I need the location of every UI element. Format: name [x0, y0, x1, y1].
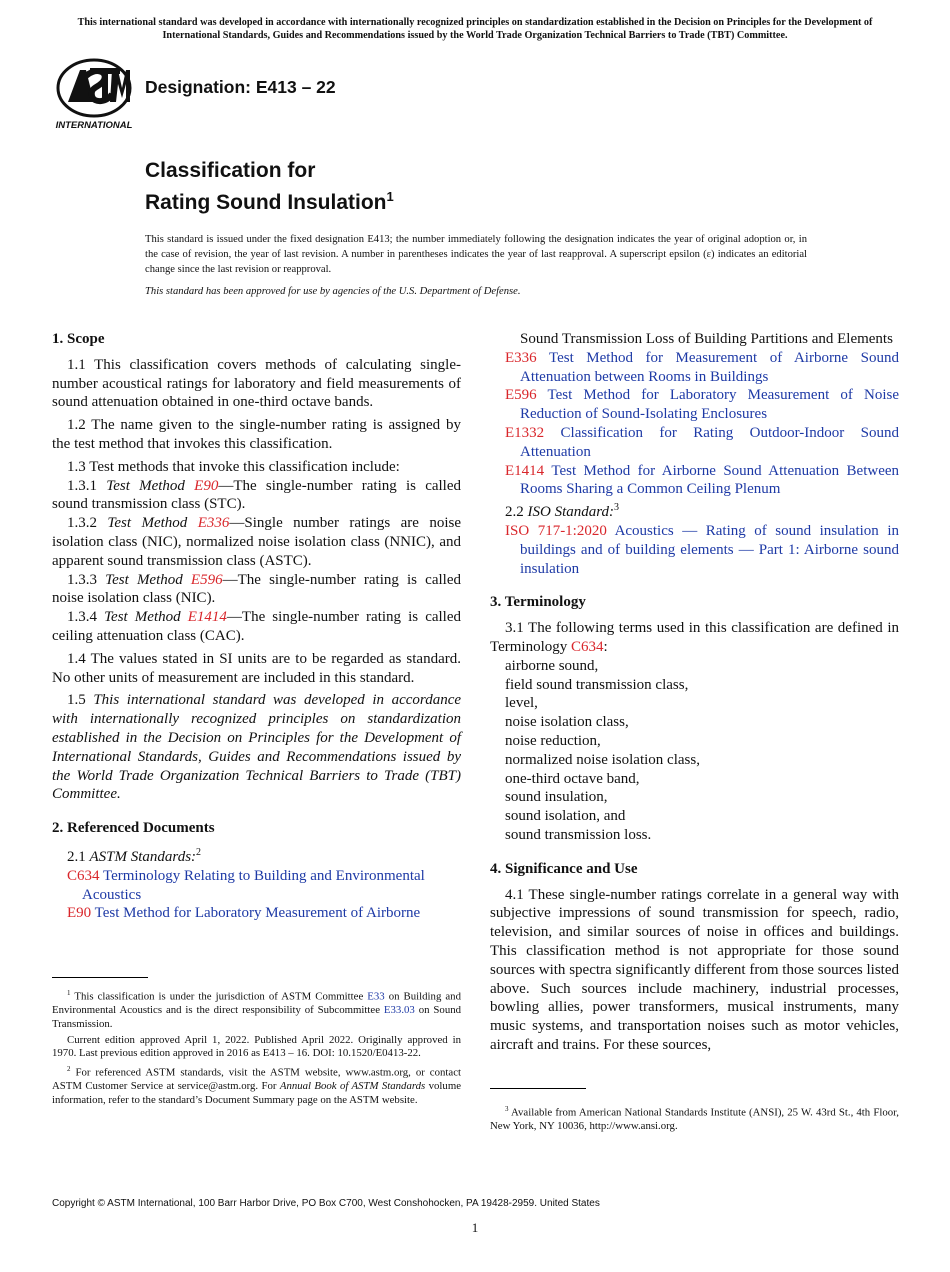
significance-heading: 4. Significance and Use	[490, 860, 638, 877]
footnote-divider-right	[490, 1088, 586, 1089]
footnote-divider-left	[52, 977, 148, 978]
ref-c634[interactable]: C634 Terminology Relating to Building and Environmental Acoustics	[67, 867, 425, 903]
footnote-3: $^3$ Available from American National Standards Institute (ANSI), 25 W. 43rd St., 4th Floor, New York, NY 10036, http://www.ansi.org.	[490, 1105, 899, 1133]
scope-heading: 1. Scope	[52, 331, 105, 347]
para-1-4: 1.4 The values stated in SI units are to be regarded as standard. No other units of measurement are included in this standard.	[52, 650, 461, 686]
astm-standards-label: 2.1 ASTM Standards:$^2$	[67, 846, 202, 865]
link-e596[interactable]: E596	[190, 571, 223, 588]
copyright-notice: Copyright © ASTM International, 100 Barr Harbor Drive, PO Box C700, West Conshohocken, PA 19428-2959. United States	[52, 1198, 600, 1209]
para-1-3-2: 1.3.2 Test Method E336—Single number ratings are noise isolation class (NIC), normalized noise isolation class (NNIC), and apparent sound transmission class (ASTC).	[52, 515, 462, 569]
logo-text: INTERNATIONAL	[55, 120, 133, 131]
ref-e336[interactable]: E336 Test Method for Measurement of Airborne Sound Attenuation between Rooms in Buildings	[505, 349, 899, 385]
term-item: noise reduction,	[505, 732, 601, 749]
link-e1414[interactable]: E1414	[187, 609, 227, 626]
iso-standard-label: 2.2 ISO Standard:$^3$	[505, 502, 620, 521]
designation: Designation: E413 – 22	[145, 77, 336, 97]
ref-e90-continued: Sound Transmission Loss of Building Partitions and Elements	[520, 331, 893, 347]
term-item: one-third octave band,	[505, 770, 640, 787]
title-footnote-mark: 1	[386, 189, 394, 204]
link-e33-03[interactable]: E33.03	[383, 1004, 415, 1017]
term-item: level,	[505, 695, 538, 712]
link-e90[interactable]: E90	[194, 477, 219, 494]
footnote-2: $^2$ For referenced ASTM standards, visit the ASTM website, www.astm.org, or contact ASTM Customer Service at service@astm.org. For Annual Book of ASTM Standards volume information, refer to the standard’s Document Summary page on the ASTM website.	[52, 1065, 462, 1107]
ref-e596[interactable]: E596 Test Method for Laboratory Measurement of Noise Reduction of Sound-Isolating Enclosures	[505, 387, 899, 423]
title-line-2: Rating Sound Insulation	[145, 191, 387, 214]
para-1-2: 1.2 The name given to the single-number rating is assigned by the test method that invokes this classification.	[52, 417, 461, 452]
term-item: airborne sound,	[505, 657, 599, 674]
term-item: sound insulation,	[505, 789, 608, 806]
ref-e1414[interactable]: E1414 Test Method for Airborne Sound Attenuation Between Rooms Sharing a Common Ceiling Plenum	[505, 462, 900, 498]
ref-e90[interactable]: E90 Test Method for Laboratory Measurement of Airborne	[67, 905, 421, 922]
para-3-1: 3.1 The following terms used in this classification are defined in Terminology C634:	[490, 620, 899, 655]
para-1-3-4: 1.3.4 Test Method E1414—The single-number rating is called ceiling attenuation class (CAC).	[52, 609, 462, 644]
para-1-1: 1.1 This classification covers methods of calculating single-number acoustical ratings for laboratory and field measurements of sound attenuation obtained in one-third octave bands.	[52, 356, 461, 411]
dod-approval-note: This standard has been approved for use by agencies of the U.S. Department of Defense.	[145, 286, 521, 297]
link-c634[interactable]: C634	[571, 638, 604, 655]
term-item: sound isolation, and	[505, 808, 626, 825]
para-1-3: 1.3 Test methods that invoke this classification include:	[67, 458, 400, 475]
term-item: normalized noise isolation class,	[505, 751, 700, 768]
term-item: field sound transmission class,	[505, 676, 689, 693]
ref-e1332[interactable]: E1332 Classification for Rating Outdoor-Indoor Sound Attenuation	[505, 424, 900, 460]
title-line-1: Classification for	[145, 159, 316, 182]
astm-logo	[54, 58, 134, 132]
standardization-notice: This international standard was developed in accordance with internationally recognized principles on standardization established in the Decision on Principles for the Development of International Standards, Guides and Recommendations issued by the World Trade Organization Technical Barriers to Trade (TBT) Committee.	[77, 17, 873, 41]
footnotes-right	[490, 1103, 899, 1134]
footnotes-left	[52, 987, 461, 1108]
issuance-note: This standard is issued under the fixed designation E413; the number immediately following the designation indicates the year of original adoption or, in the case of revision, the year of last revision. A number in parentheses indicates the year of last reapproval. A superscript epsilon (ε) indicates an editorial change since the last revision or reapproval.	[145, 234, 807, 275]
right-column	[490, 330, 899, 1055]
footnote-1-edition: Current edition approved April 1, 2022. Published April 2022. Originally approved in 1970. Last previous edition approved in 2016 as E413 – 16. DOI: 10.1520/E0413-22.	[52, 1033, 461, 1060]
para-1-3-3: 1.3.3 Test Method E596—The single-number rating is called noise isolation class (NIC).	[52, 571, 461, 607]
para-4-1: 4.1 These single-number ratings correlate in a general way with subjective impressions of sound transmission for speech, radio, television, and similar sources of noise in offices and buildings. This classification method is not appropriate for those sound sources with spectra significantly different from those sources listed above. Such sources include machinery, industrial processes, bowling allies, power transformers, musical instruments, many music systems, and transportation noises such as motor vehicles, aircraft and trains. For these sources,	[490, 886, 899, 1053]
terminology-heading: 3. Terminology	[490, 594, 586, 611]
page-number: 1	[471, 1220, 479, 1235]
footnote-1: $^1$ This classification is under the jurisdiction of ASTM Committee E33 on Building and Environmental Acoustics and is the direct responsibility of Subcommittee E33.03 on Sound Transmission.	[52, 989, 462, 1030]
para-1-5: 1.5 This international standard was developed in accordance with internationally recognized principles on standardization established in the Decision on Principles for the Development of International Standards, Guides and Recommendations issued by the World Trade Organization Technical Barriers to Trade (TBT) Committee.	[52, 692, 462, 803]
para-1-3-1: 1.3.1 Test Method E90—The single-number rating is called sound transmission class (STC).	[52, 477, 462, 513]
referenced-docs-heading: 2. Referenced Documents	[52, 820, 215, 837]
term-item: sound transmission loss.	[505, 826, 652, 843]
left-column	[52, 330, 461, 923]
term-item: noise isolation class,	[505, 714, 629, 731]
page-title	[145, 158, 394, 216]
ref-iso-717-1[interactable]: ISO 717-1:2020 Acoustics — Rating of sound insulation in buildings and of building elements — Part 1: Airborne sound insulation	[505, 522, 899, 577]
link-e336[interactable]: E336	[197, 515, 230, 532]
link-e33[interactable]: E33	[367, 990, 385, 1003]
